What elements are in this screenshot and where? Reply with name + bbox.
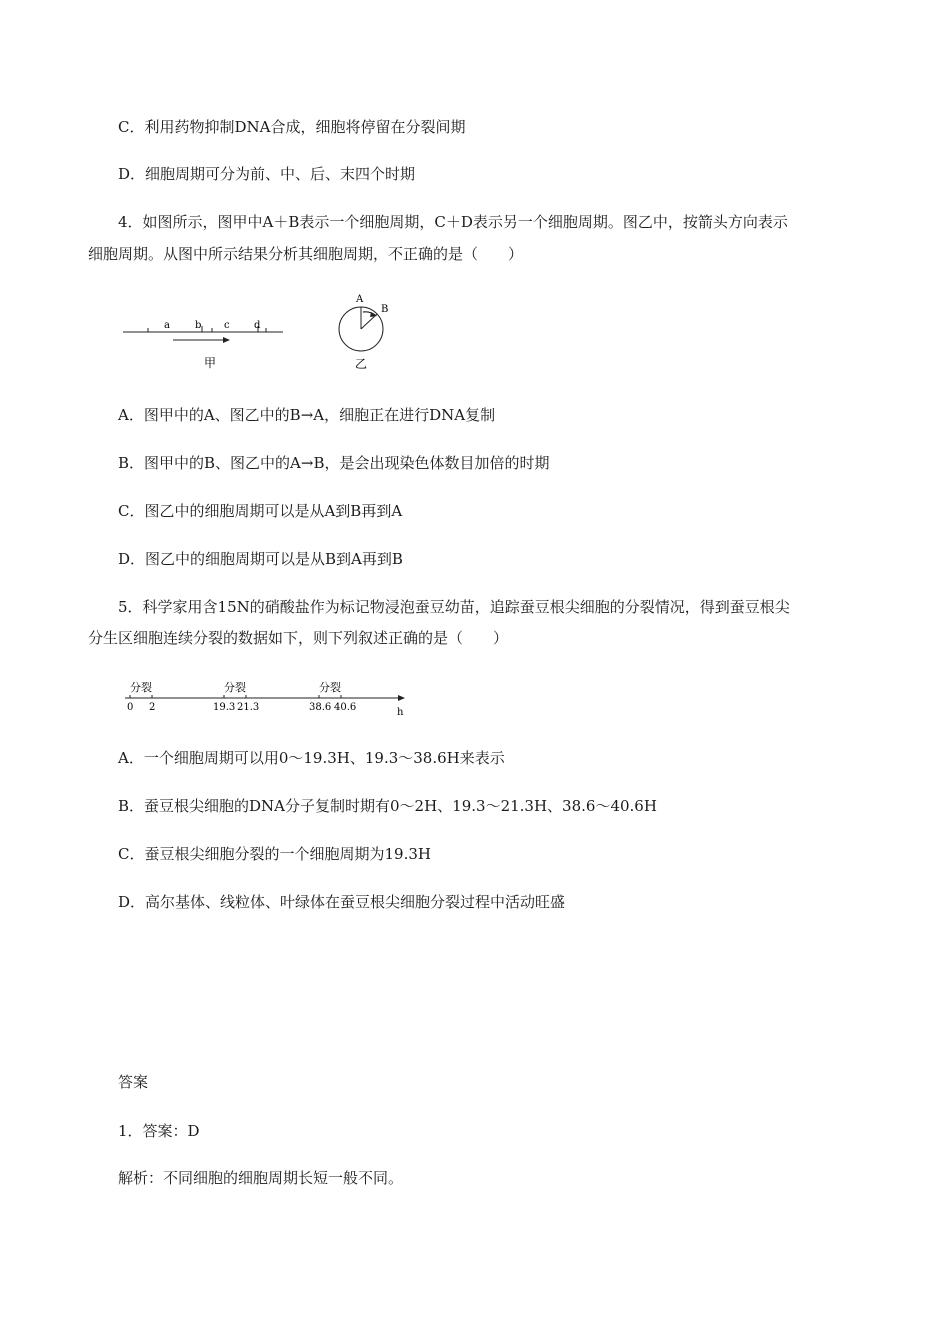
q5-stem-line2: 分生区细胞连续分裂的数据如下，则下列叙述正确的是（ ） xyxy=(88,629,509,647)
jia-label-d: d xyxy=(254,320,261,331)
jia-label-a: a xyxy=(164,320,170,331)
timeline-tick-label-38-6: 38.6 xyxy=(309,702,332,713)
timeline-tick-label-19-3: 19.3 xyxy=(213,702,236,713)
jia-label-c: c xyxy=(224,320,230,331)
q5-stem-line1: 5．科学家用含15N的硝酸盐作为标记物浸泡蚕豆幼苗，追踪蚕豆根尖细胞的分裂情况，得到蚕豆根尖 xyxy=(118,598,790,616)
timeline-division-label-3: 分裂 xyxy=(319,681,341,694)
q5-option-c: C．蚕豆根尖细胞分裂的一个细胞周期为19.3H xyxy=(118,845,431,863)
jia-label-b: b xyxy=(195,320,202,331)
q5-option-a: A．一个细胞周期可以用0～19.3H、19.3～38.6H来表示 xyxy=(118,749,505,767)
q4-figure-jia xyxy=(118,310,298,370)
q4-option-b: B．图甲中的B、图乙中的A→B，是会出现染色体数目加倍的时期 xyxy=(118,454,550,472)
timeline-arrowhead xyxy=(398,695,405,701)
q4-option-a: A．图甲中的A、图乙中的B→A，细胞正在进行DNA复制 xyxy=(118,406,496,424)
q3-option-d: D．细胞周期可分为前、中、后、末四个时期 xyxy=(118,165,416,183)
answer-1: 1．答案：D xyxy=(118,1122,200,1140)
jia-arrowhead xyxy=(223,337,230,343)
timeline-division-label-2: 分裂 xyxy=(224,681,246,694)
jia-caption: 甲 xyxy=(204,356,217,370)
timeline-tick-label-0: 0 xyxy=(127,702,134,713)
timeline-tick-label-2: 2 xyxy=(149,702,156,713)
timeline-tick-label-21-3: 21.3 xyxy=(237,702,260,713)
yi-caption: 乙 xyxy=(355,357,368,371)
q4-stem-line2: 细胞周期。从图中所示结果分析其细胞周期，不正确的是（ ） xyxy=(88,245,524,263)
q5-option-d: D．高尔基体、线粒体、叶绿体在蚕豆根尖细胞分裂过程中活动旺盛 xyxy=(118,893,566,911)
timeline-unit: h xyxy=(397,707,404,718)
timeline-tick-label-40-6: 40.6 xyxy=(334,702,357,713)
q4-option-c: C．图乙中的细胞周期可以是从A到B再到A xyxy=(118,502,403,520)
q3-option-c: C．利用药物抑制DNA合成，细胞将停留在分裂间期 xyxy=(118,118,466,136)
q4-stem-line1: 4．如图所示，图甲中A＋B表示一个细胞周期，C＋D表示另一个细胞周期。图乙中，按箭头方向表示 xyxy=(118,213,788,231)
q4-figure-yi xyxy=(330,292,400,372)
q5-timeline xyxy=(120,678,420,720)
q5-option-b: B．蚕豆根尖细胞的DNA分子复制时期有0～2H、19.3～21.3H、38.6～40.6H xyxy=(118,797,657,815)
answer-1-explanation: 解析：不同细胞的细胞周期长短一般不同。 xyxy=(118,1169,404,1187)
q4-option-d: D．图乙中的细胞周期可以是从B到A再到B xyxy=(118,550,403,568)
answers-heading: 答案 xyxy=(118,1073,149,1091)
timeline-division-label-1: 分裂 xyxy=(130,681,152,694)
yi-label-b: B xyxy=(381,304,389,315)
yi-label-a: A xyxy=(356,294,364,305)
